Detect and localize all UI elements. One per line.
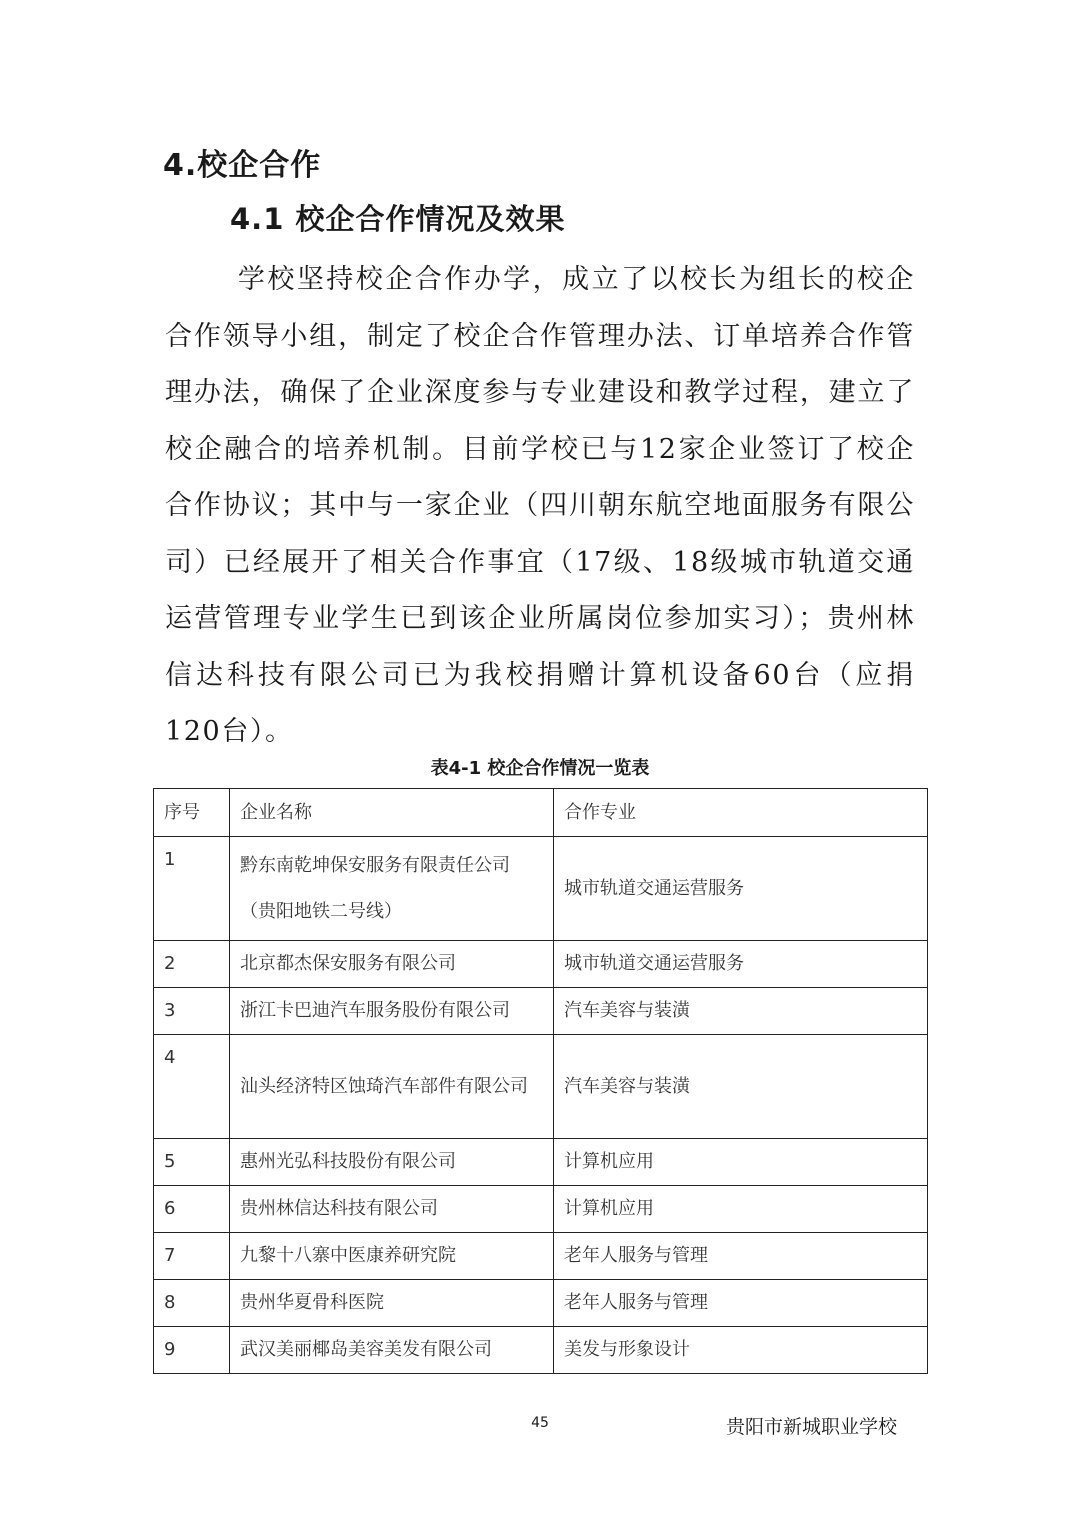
cell-major: 城市轨道交通运营服务 [554, 941, 928, 988]
cell-major: 汽车美容与装潢 [554, 1035, 928, 1139]
school-name: 贵阳市新城职业学校 [725, 1416, 897, 1438]
cell-company: 九黎十八寨中医康养研究院 [230, 1233, 554, 1280]
table-row [154, 988, 928, 1035]
table-row [154, 1035, 928, 1139]
cell-no: 2 [154, 941, 230, 988]
cooperation-table [153, 788, 928, 1374]
cell-no: 5 [154, 1139, 230, 1186]
table-row [154, 1233, 928, 1280]
page-number: 45 [531, 1415, 549, 1431]
header-no: 序号 [154, 789, 230, 837]
cell-company-text: 汕头经济特区蚀琦汽车部件有限公司 [240, 1075, 528, 1097]
table-row [154, 1327, 928, 1374]
header-major: 合作专业 [554, 789, 928, 837]
cell-company: 贵州华夏骨科医院 [230, 1280, 554, 1327]
table-header-row [154, 789, 928, 837]
cell-major: 美发与形象设计 [554, 1327, 928, 1374]
cell-major: 计算机应用 [554, 1186, 928, 1233]
table-row [154, 1139, 928, 1186]
cell-company: 贵州林信达科技有限公司 [230, 1186, 554, 1233]
cell-major: 城市轨道交通运营服务 [554, 837, 928, 941]
table-row [154, 837, 928, 941]
cell-major: 老年人服务与管理 [554, 1233, 928, 1280]
table-row [154, 941, 928, 988]
cell-company [230, 1035, 554, 1139]
cell-company [230, 837, 554, 941]
subsection-heading: 4.1 校企合作情况及效果 [230, 202, 566, 236]
cell-no: 1 [154, 837, 230, 941]
section-heading: 4.校企合作 [163, 148, 322, 183]
cell-no: 6 [154, 1186, 230, 1233]
cell-no: 4 [154, 1035, 230, 1139]
cell-company: 惠州光弘科技股份有限公司 [230, 1139, 554, 1186]
table-row [154, 1280, 928, 1327]
table-row [154, 1186, 928, 1233]
cell-no: 3 [154, 988, 230, 1035]
cell-major: 计算机应用 [554, 1139, 928, 1186]
header-company: 企业名称 [230, 789, 554, 837]
cell-major: 汽车美容与装潢 [554, 988, 928, 1035]
cell-no: 9 [154, 1327, 230, 1374]
cell-company-text: 黔东南乾坤保安服务有限责任公司（贵阳地铁二号线） [240, 854, 510, 922]
cell-major: 老年人服务与管理 [554, 1280, 928, 1327]
cell-no: 7 [154, 1233, 230, 1280]
cell-no: 8 [154, 1280, 230, 1327]
cell-company: 武汉美丽椰岛美容美发有限公司 [230, 1327, 554, 1374]
cell-company: 北京都杰保安服务有限公司 [230, 941, 554, 988]
paragraph-text: 学校坚持校企合作办学，成立了以校长为组长的校企合作领导小组，制定了校企合作管理办法、订单培养合作管理办法，确保了企业深度参与专业建设和教学过程，建立了校企融合的培养机制。目前学校已与12家企业签订了校企合作协议；其中与一家企业（四川朝东航空地面服务有限公司）已经展开了相关合作事宜（17级、18级城市轨道交通运营管理专业学生已到该企业所属岗位参加实习）；贵州林信达科技有限公司已为我校捐赠计算机设备60台（应捐120台）。 [165, 264, 915, 747]
table-caption: 表4-1 校企合作情况一览表 [430, 758, 650, 779]
body-paragraph [165, 252, 915, 761]
cell-company: 浙江卡巴迪汽车服务股份有限公司 [230, 988, 554, 1035]
